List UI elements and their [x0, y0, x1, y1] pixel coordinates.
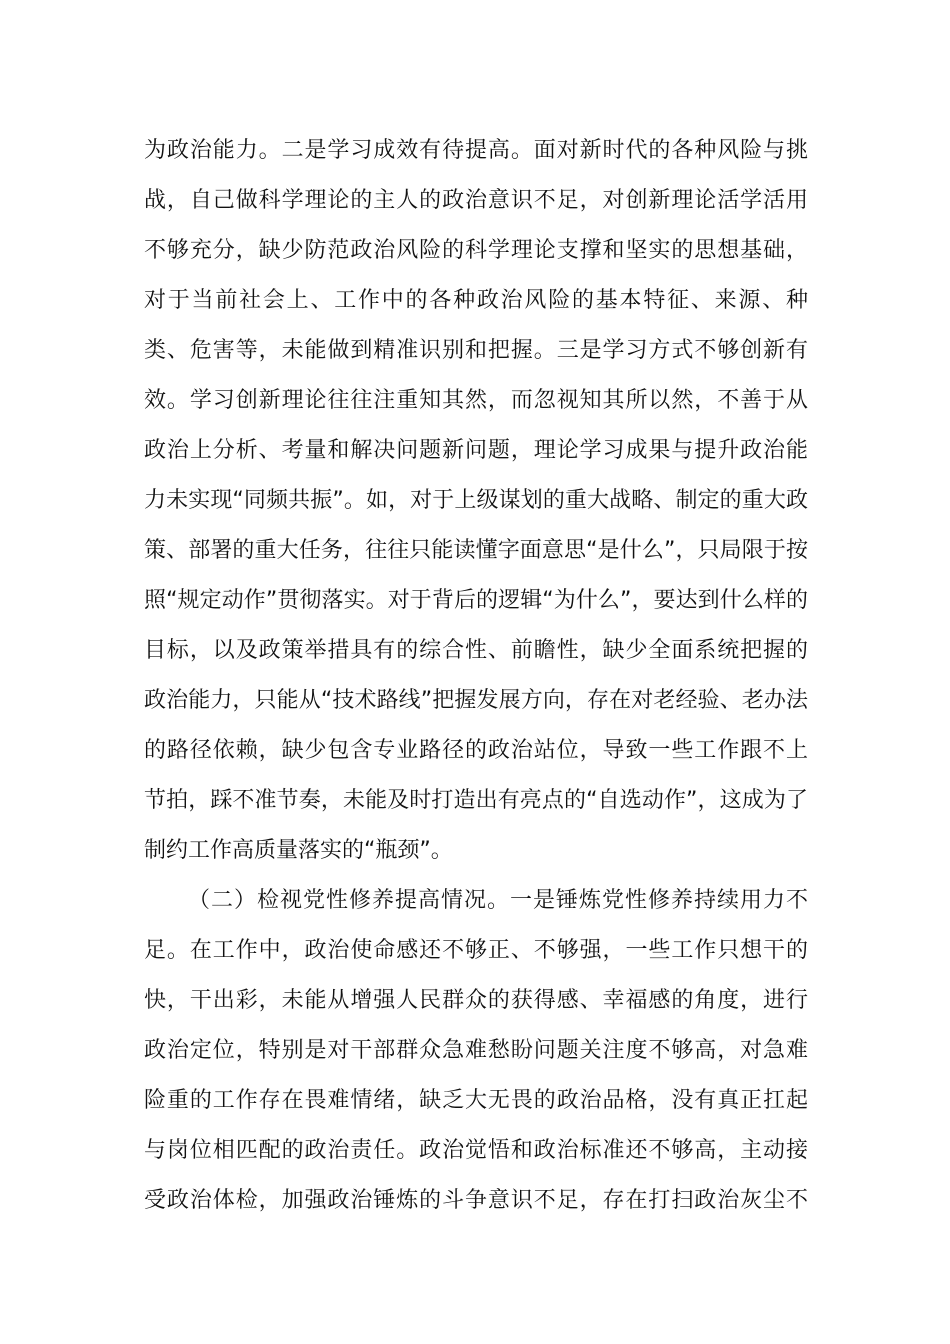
paragraph-2-line-1: （二）检视党性修养提高情况。一是锤炼党性修养持续用力不 — [188, 888, 808, 913]
paragraph-1-line-5: 类、危害等，未能做到精准识别和把握。三是学习方式不够创新有 — [144, 338, 808, 363]
paragraph-1-line-3: 不够充分，缺少防范政治风险的科学理论支撑和坚实的思想基础， — [144, 238, 808, 263]
paragraph-1-line-8: 力未实现“同频共振”。如，对于上级谋划的重大战略、制定的重大政 — [144, 488, 808, 513]
paragraph-1-line-10: 照“规定动作”贯彻落实。对于背后的逻辑“为什么”，要达到什么样的 — [144, 588, 808, 613]
paragraph-1-line-13: 的路径依赖，缺少包含专业路径的政治站位，导致一些工作跟不上 — [144, 738, 808, 763]
paragraph-2-line-6: 与岗位相匹配的政治责任。政治觉悟和政治标准还不够高，主动接 — [144, 1138, 808, 1163]
paragraph-1-line-7: 政治上分析、考量和解决问题新问题，理论学习成果与提升政治能 — [144, 438, 808, 463]
paragraph-2-line-4: 政治定位，特别是对干部群众急难愁盼问题关注度不够高，对急难 — [144, 1038, 808, 1063]
paragraph-1-line-1: 为政治能力。二是学习成效有待提高。面对新时代的各种风险与挑 — [144, 138, 808, 163]
paragraph-1-line-4: 对于当前社会上、工作中的各种政治风险的基本特征、来源、种 — [144, 288, 808, 313]
paragraph-1-line-11: 目标，以及政策举措具有的综合性、前瞻性，缺少全面系统把握的 — [144, 638, 808, 663]
paragraph-1-line-12: 政治能力，只能从“技术路线”把握发展方向，存在对老经验、老办法 — [144, 688, 808, 713]
body-text — [144, 126, 808, 1226]
paragraph-1-line-6: 效。学习创新理论往往注重知其然，而忽视知其所以然，不善于从 — [144, 388, 808, 413]
paragraph-1-line-15: 制约工作高质量落实的“瓶颈”。 — [144, 838, 453, 863]
paragraph-1-line-14: 节拍，踩不准节奏，未能及时打造出有亮点的“自选动作”，这成为了 — [144, 788, 808, 813]
paragraph-2-line-7: 受政治体检，加强政治锤炼的斗争意识不足，存在打扫政治灰尘不 — [144, 1188, 808, 1213]
paragraph-2-line-3: 快，干出彩，未能从增强人民群众的获得感、幸福感的角度，进行 — [144, 988, 808, 1013]
paragraph-2-line-5: 险重的工作存在畏难情绪，缺乏大无畏的政治品格，没有真正扛起 — [144, 1088, 808, 1113]
paragraph-1-line-2: 战，自己做科学理论的主人的政治意识不足，对创新理论活学活用 — [144, 188, 808, 213]
paragraph-1-line-9: 策、部署的重大任务，往往只能读懂字面意思“是什么”，只局限于按 — [144, 538, 808, 563]
paragraph-2-line-2: 足。在工作中，政治使命感还不够正、不够强，一些工作只想干的 — [144, 938, 808, 963]
